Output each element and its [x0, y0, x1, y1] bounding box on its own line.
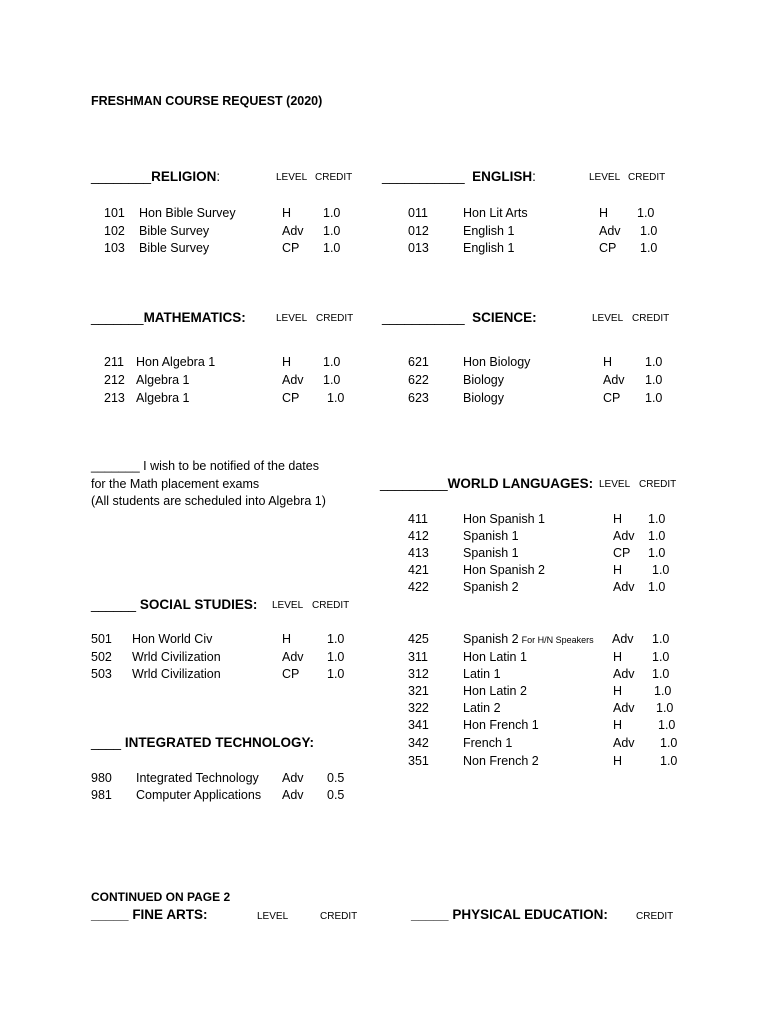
- continued-note: CONTINUED ON PAGE 2: [91, 890, 231, 904]
- science-credit-label: CREDIT: [632, 313, 670, 324]
- religion-credit-label: CREDIT: [315, 172, 353, 183]
- science-heading: [382, 310, 537, 325]
- english-heading: [382, 169, 536, 184]
- math-row-213-credit: 1.0: [327, 391, 345, 405]
- tech-row-981-level: Adv: [282, 788, 304, 802]
- wl-row-code: 321: [408, 684, 429, 698]
- math-notice-line1[interactable]: _______ I wish to be notified of the dates: [91, 459, 319, 473]
- science-row-622-code: 622: [408, 373, 429, 387]
- english-row-011-code: 011: [408, 206, 428, 220]
- english-level-label: LEVEL: [589, 172, 621, 183]
- social-studies-credit-label: CREDIT: [312, 600, 350, 611]
- wl-row-level: Adv: [612, 632, 634, 646]
- social-row-502-code: 502: [91, 650, 112, 664]
- science-row-621-code: 621: [408, 355, 429, 369]
- wl-row-credit: 1.0: [648, 529, 666, 543]
- wl-row-credit: 1.0: [652, 563, 670, 577]
- religion-row-102-credit: 1.0: [323, 224, 341, 238]
- physical-education-blank[interactable]: _____: [411, 907, 449, 922]
- science-row-622-name: Biology: [463, 373, 504, 387]
- wl-row-code: 412: [408, 529, 429, 543]
- wl-row-credit: 1.0: [656, 701, 674, 715]
- science-row-623-credit: 1.0: [645, 391, 663, 405]
- wl-row-code: 422: [408, 580, 429, 594]
- religion-row-101-name: Hon Bible Survey: [139, 206, 236, 220]
- integrated-technology-blank[interactable]: ____: [91, 735, 122, 750]
- wl-row-name: [463, 754, 539, 768]
- science-row-622-credit: 1.0: [645, 373, 663, 387]
- world-languages-credit-label: CREDIT: [639, 479, 677, 490]
- wl-row-level: H: [613, 754, 623, 768]
- wl-row-course: Hon Spanish 2: [463, 563, 546, 577]
- social-row-502-credit: 1.0: [327, 650, 345, 664]
- social-studies-heading: [91, 597, 257, 612]
- wl-row-name: [463, 580, 519, 594]
- fine-arts-level-label: LEVEL: [257, 911, 289, 922]
- page-title: FRESHMAN COURSE REQUEST (2020): [91, 94, 323, 108]
- wl-row-credit: 1.0: [648, 546, 666, 560]
- religion-title: RELIGION: [151, 169, 217, 184]
- fine-arts-credit-label: CREDIT: [320, 911, 358, 922]
- fine-arts-blank[interactable]: _____: [91, 907, 129, 922]
- wl-row-name: [463, 684, 527, 698]
- religion-row-103-level: CP: [282, 241, 300, 255]
- math-row-213-name: Algebra 1: [136, 391, 190, 405]
- tech-row-980-name: Integrated Technology: [136, 771, 259, 785]
- science-row-623-name: Biology: [463, 391, 504, 405]
- tech-row-981-credit: 0.5: [327, 788, 345, 802]
- wl-row-level: Adv: [613, 667, 635, 681]
- english-row-012-name: English 1: [463, 224, 515, 238]
- physical-education-title: PHYSICAL EDUCATION:: [452, 907, 608, 922]
- english-row-011-level: H: [599, 206, 609, 220]
- physical-education-heading: [411, 907, 608, 922]
- social-studies-title: SOCIAL STUDIES:: [139, 597, 258, 612]
- math-row-211-credit: 1.0: [323, 355, 341, 369]
- wl-row-course: Latin 2: [463, 701, 501, 715]
- wl-row-code: 413: [408, 546, 429, 560]
- religion-level-label: LEVEL: [276, 172, 308, 183]
- english-row-012-credit: 1.0: [640, 224, 658, 238]
- wl-row-course: Hon Spanish 1: [463, 512, 546, 526]
- wl-row-credit: 1.0: [648, 580, 666, 594]
- religion-row-103-code: 103: [104, 241, 125, 255]
- wl-row-level: Adv: [613, 701, 635, 715]
- wl-row-name: [463, 718, 539, 732]
- english-credit-label: CREDIT: [628, 172, 666, 183]
- religion-row-102-level: Adv: [282, 224, 304, 238]
- mathematics-level-label: LEVEL: [276, 313, 308, 324]
- fine-arts-heading: [91, 907, 208, 922]
- wl-row-credit: 1.0: [652, 667, 670, 681]
- wl-row-level: H: [613, 718, 623, 732]
- english-colon: :: [532, 169, 536, 184]
- wl-row-name: [463, 736, 512, 750]
- tech-row-981-code: 981: [91, 788, 112, 802]
- world-languages-level-label: LEVEL: [599, 479, 631, 490]
- wl-row-name: [463, 701, 501, 715]
- fine-arts-title: FINE ARTS:: [132, 907, 208, 922]
- math-row-213-code: 213: [104, 391, 125, 405]
- world-languages-heading: [380, 476, 593, 491]
- wl-row-name: [463, 546, 519, 560]
- wl-row-code: 311: [408, 650, 428, 664]
- social-row-503-code: 503: [91, 667, 112, 681]
- wl-row-code: 351: [408, 754, 429, 768]
- wl-row-level: H: [613, 684, 623, 698]
- mathematics-credit-label: CREDIT: [316, 313, 354, 324]
- math-row-211-name: Hon Algebra 1: [136, 355, 216, 369]
- english-row-013-name: English 1: [463, 241, 515, 255]
- integrated-technology-title: INTEGRATED TECHNOLOGY:: [124, 735, 315, 750]
- social-row-501-credit: 1.0: [327, 632, 345, 646]
- english-title: ENGLISH: [472, 169, 533, 184]
- english-row-011-name: Hon Lit Arts: [463, 206, 528, 220]
- wl-row-level: H: [613, 563, 623, 577]
- wl-row-name: [463, 667, 501, 681]
- wl-row-credit: 1.0: [652, 632, 670, 646]
- integrated-technology-heading: [91, 735, 314, 750]
- wl-row-course: Latin 1: [463, 667, 501, 681]
- world-languages-blank[interactable]: _________: [380, 476, 448, 491]
- wl-row-credit: 1.0: [652, 650, 670, 664]
- wl-row-name: [463, 512, 545, 526]
- wl-row-course: Non French 2: [463, 754, 539, 768]
- english-row-013-code: 013: [408, 241, 429, 255]
- social-row-503-credit: 1.0: [327, 667, 345, 681]
- social-row-501-name: Hon World Civ: [132, 632, 213, 646]
- wl-row-credit: 1.0: [660, 736, 678, 750]
- wl-row-code: 342: [408, 736, 429, 750]
- mathematics-blank[interactable]: _______: [91, 310, 144, 325]
- science-level-label: LEVEL: [592, 313, 624, 324]
- social-row-501-level: H: [282, 632, 292, 646]
- wl-row-course: Hon French 1: [463, 718, 539, 732]
- religion-row-101-level: H: [282, 206, 292, 220]
- english-row-012-code: 012: [408, 224, 429, 238]
- wl-row-name: [463, 632, 594, 646]
- wl-row-course: Spanish 1: [463, 529, 519, 543]
- science-row-623-code: 623: [408, 391, 429, 405]
- science-row-621-credit: 1.0: [645, 355, 663, 369]
- social-studies-blank[interactable]: ______: [91, 597, 137, 612]
- tech-row-981-name: Computer Applications: [136, 788, 262, 802]
- physical-education-credit-label: CREDIT: [636, 911, 674, 922]
- math-row-211-code: 211: [104, 355, 124, 369]
- wl-row-level: Adv: [613, 736, 635, 750]
- wl-row-level: H: [613, 650, 623, 664]
- science-title: SCIENCE:: [472, 310, 537, 325]
- wl-row-code: 411: [408, 512, 428, 526]
- wl-row-code: 421: [408, 563, 429, 577]
- wl-row-course: French 1: [463, 736, 513, 750]
- wl-row-note: For H/N Speakers: [521, 635, 594, 645]
- tech-row-980-code: 980: [91, 771, 112, 785]
- wl-row-name: [463, 650, 527, 664]
- religion-row-101-code: 101: [104, 206, 125, 220]
- science-row-621-level: H: [603, 355, 613, 369]
- religion-heading: [91, 169, 220, 184]
- math-row-212-level: Adv: [282, 373, 304, 387]
- wl-row-code: 341: [408, 718, 429, 732]
- math-row-212-code: 212: [104, 373, 125, 387]
- english-row-011-credit: 1.0: [637, 206, 655, 220]
- math-notice-line2: for the Math placement exams: [91, 477, 260, 491]
- religion-row-102-name: Bible Survey: [139, 224, 210, 238]
- wl-row-code: 312: [408, 667, 429, 681]
- english-row-013-credit: 1.0: [640, 241, 658, 255]
- wl-row-credit: 1.0: [648, 512, 666, 526]
- wl-row-code: 322: [408, 701, 429, 715]
- tech-row-980-credit: 0.5: [327, 771, 345, 785]
- wl-row-level: H: [613, 512, 623, 526]
- mathematics-title: MATHEMATICS:: [143, 310, 246, 325]
- english-row-013-level: CP: [599, 241, 617, 255]
- wl-row-name: [463, 529, 519, 543]
- tech-row-980-level: Adv: [282, 771, 304, 785]
- math-row-211-level: H: [282, 355, 292, 369]
- religion-colon: :: [216, 169, 221, 184]
- social-row-502-name: Wrld Civilization: [132, 650, 221, 664]
- wl-row-credit: 1.0: [660, 754, 678, 768]
- math-row-213-level: CP: [282, 391, 300, 405]
- world-languages-title: WORLD LANGUAGES:: [447, 476, 594, 491]
- science-row-623-level: CP: [603, 391, 621, 405]
- wl-row-name: [463, 563, 545, 577]
- religion-row-103-name: Bible Survey: [139, 241, 210, 255]
- science-row-622-level: Adv: [603, 373, 625, 387]
- social-row-501-code: 501: [91, 632, 112, 646]
- wl-row-course: Spanish 1: [463, 546, 519, 560]
- english-row-012-level: Adv: [599, 224, 621, 238]
- wl-row-credit: 1.0: [654, 684, 672, 698]
- social-row-503-level: CP: [282, 667, 300, 681]
- wl-row-course: Hon Latin 2: [463, 684, 527, 698]
- math-row-212-name: Algebra 1: [136, 373, 190, 387]
- social-row-502-level: Adv: [282, 650, 304, 664]
- math-notice-line3: (All students are scheduled into Algebra 1): [91, 494, 326, 508]
- social-studies-level-label: LEVEL: [272, 600, 304, 611]
- religion-row-101-credit: 1.0: [323, 206, 341, 220]
- math-row-212-credit: 1.0: [323, 373, 341, 387]
- wl-row-course: Spanish 2: [463, 580, 519, 594]
- wl-row-level: CP: [613, 546, 631, 560]
- science-row-621-name: Hon Biology: [463, 355, 531, 369]
- wl-row-code: 425: [408, 632, 429, 646]
- wl-row-level: Adv: [613, 529, 635, 543]
- religion-row-102-code: 102: [104, 224, 125, 238]
- wl-row-level: Adv: [613, 580, 635, 594]
- mathematics-heading: [91, 310, 246, 325]
- wl-row-course: Spanish 2: [463, 632, 519, 646]
- science-blank[interactable]: ___________: [382, 310, 465, 325]
- social-row-503-name: Wrld Civilization: [132, 667, 221, 681]
- wl-row-credit: 1.0: [658, 718, 676, 732]
- religion-blank[interactable]: ________: [91, 169, 152, 184]
- english-blank[interactable]: ___________: [382, 169, 465, 184]
- religion-row-103-credit: 1.0: [323, 241, 341, 255]
- wl-row-course: Hon Latin 1: [463, 650, 527, 664]
